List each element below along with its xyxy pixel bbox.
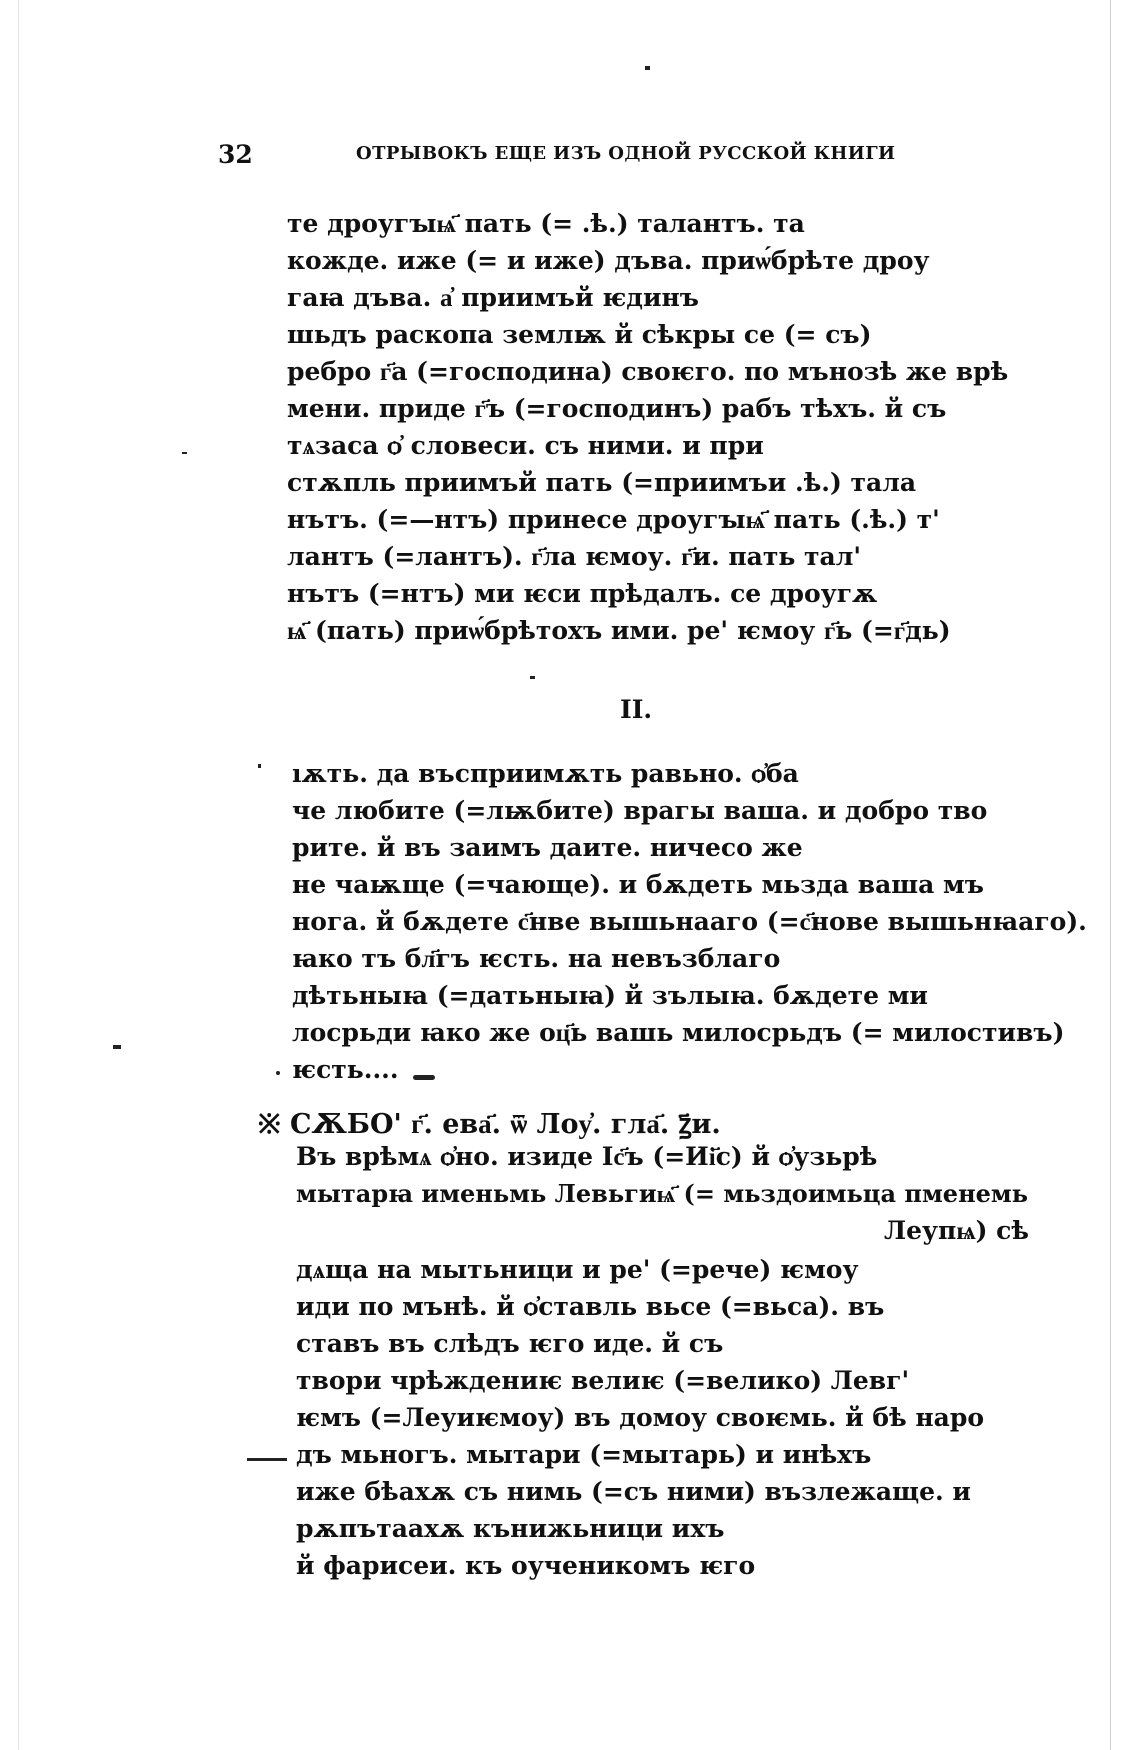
rubric-text: СѪБО' г҃. ева҃. ѿ Лоу҆. гла҃. ꙁ҃и. (290, 1109, 721, 1140)
text-line: дѣтьныꙗ (=датьныꙗ) й зълыꙗ. бѫдете ми (292, 981, 928, 1010)
end-flourish (413, 1075, 435, 1080)
text-line: ѥмъ (=Леуиѥмоу) въ домоу своѥмь. й бѣ наро (296, 1403, 985, 1432)
text-line: нътъ. (=—нтъ) принесе дроугꙑѩ҃ пать (.ѣ.) т' (287, 505, 940, 534)
text-line: лантъ (=лантъ). г҃ла ѥмоу. г҃и. пать тал' (287, 542, 861, 571)
text-line: че любите (=лѭбите) врагы ваша. и добро тво (292, 796, 988, 825)
text-line: иже бѣахѫ съ нимь (=съ ними) възлежаще. и (296, 1477, 971, 1506)
text-line: стѫпль приимъй пать (=приимъи .ѣ.) тала (287, 468, 917, 497)
text-line: шьдъ раскопа землѭ й сѣкры се (= съ) (287, 320, 872, 349)
margin-dash (247, 1458, 287, 1461)
print-speck (645, 66, 650, 70)
text-line: гаꙗ дъва. а҆ приимъй ѥдинъ (287, 283, 699, 312)
print-speck (182, 452, 187, 454)
text-line: твори чрѣждениѥ велиѥ (=велико) Левг' (296, 1366, 910, 1395)
text-line: рите. й въ заимъ даите. ничесо же (292, 833, 803, 862)
reference-mark: ※ (258, 1109, 281, 1140)
text-line: дъ мьногъ. мытари (=мытарь) и инѣхъ (296, 1440, 872, 1469)
text-line: ıѫть. да въсприимѫть равьно. ѻ҆ба (292, 759, 799, 788)
text-line: ꙗко тъ бл҃гъ ѥсть. на невъзблаго (292, 944, 781, 973)
text-line: рѫпътаахѫ кънижьници ихъ (296, 1514, 725, 1543)
text-line: ѩ҃ (пать) приѡ́брѣтохъ ими. ре' ѥмоу г҃ь (=г҃дь) (287, 616, 951, 645)
text-line: мытарꙗ именьмь Левьгиѩ҃ (= мьздоимьца пменемь (296, 1179, 1029, 1208)
page-edge-line (18, 0, 19, 1750)
text-line: иди по мънѣ. й ѻ҆ставль вьсе (=вьса). въ (296, 1292, 885, 1321)
text-line: кожде. иже (= и иже) дъва. приѡ́брѣте дроу (287, 246, 930, 275)
rubric-line (258, 1104, 721, 1141)
margin-dot (276, 1071, 280, 1075)
text-line: Въ врѣмѧ ѻ҆но. изиде Іс҃ъ (=Иі҃с) й ѻ҆узьрѣ (296, 1142, 878, 1171)
text-line: мени. приде г҃ъ (=господинъ) рабъ тѣхъ. й съ (287, 394, 947, 423)
print-speck (530, 676, 535, 679)
running-title: ОТРЫВОКЪ ЕЩЕ ИЗЪ ОДНОЙ РУССКОЙ КНИГИ (356, 143, 896, 164)
text-line: дѧща на мытьници и ре' (=рече) ѥмоу (296, 1255, 859, 1284)
text-line: ѥсть.... (292, 1055, 399, 1084)
text-line: й фарисеи. къ оученикомъ ѥго (296, 1551, 756, 1580)
text-line: Леупѩ) сѣ (884, 1216, 1029, 1245)
text-line: лосрьди ꙗко же оц҃ь вашь милосрьдъ (= милостивъ) (292, 1018, 1065, 1047)
text-line: ребро г҃а (=господина) своѥго. по мънозѣ же врѣ (287, 357, 1009, 386)
text-line: ставъ въ слѣдъ ѥго иде. й съ (296, 1329, 724, 1358)
print-speck (258, 764, 261, 768)
page-edge-line (1110, 0, 1111, 1750)
text-line: те дроугꙑѩ҃ пать (= .ѣ.) талантъ. та (287, 209, 805, 238)
text-line: тѧзаса ѻ҆ словеси. съ ними. и при (287, 431, 764, 460)
text-line: нътъ (=нтъ) ми ѥси прѣдалъ. се дроугѫ (287, 579, 878, 608)
margin-dash (113, 1045, 121, 1049)
text-line: не чаѭще (=чающе). и бѫдеть мьзда ваша мъ (292, 870, 984, 899)
text-line: нога. й бѫдете с҃нве вышьнааго (=с҃нове вышьнꙗаго). (292, 907, 1087, 936)
page-header (218, 140, 938, 174)
section-heading: II. (620, 695, 653, 724)
page-number: 32 (218, 140, 253, 169)
